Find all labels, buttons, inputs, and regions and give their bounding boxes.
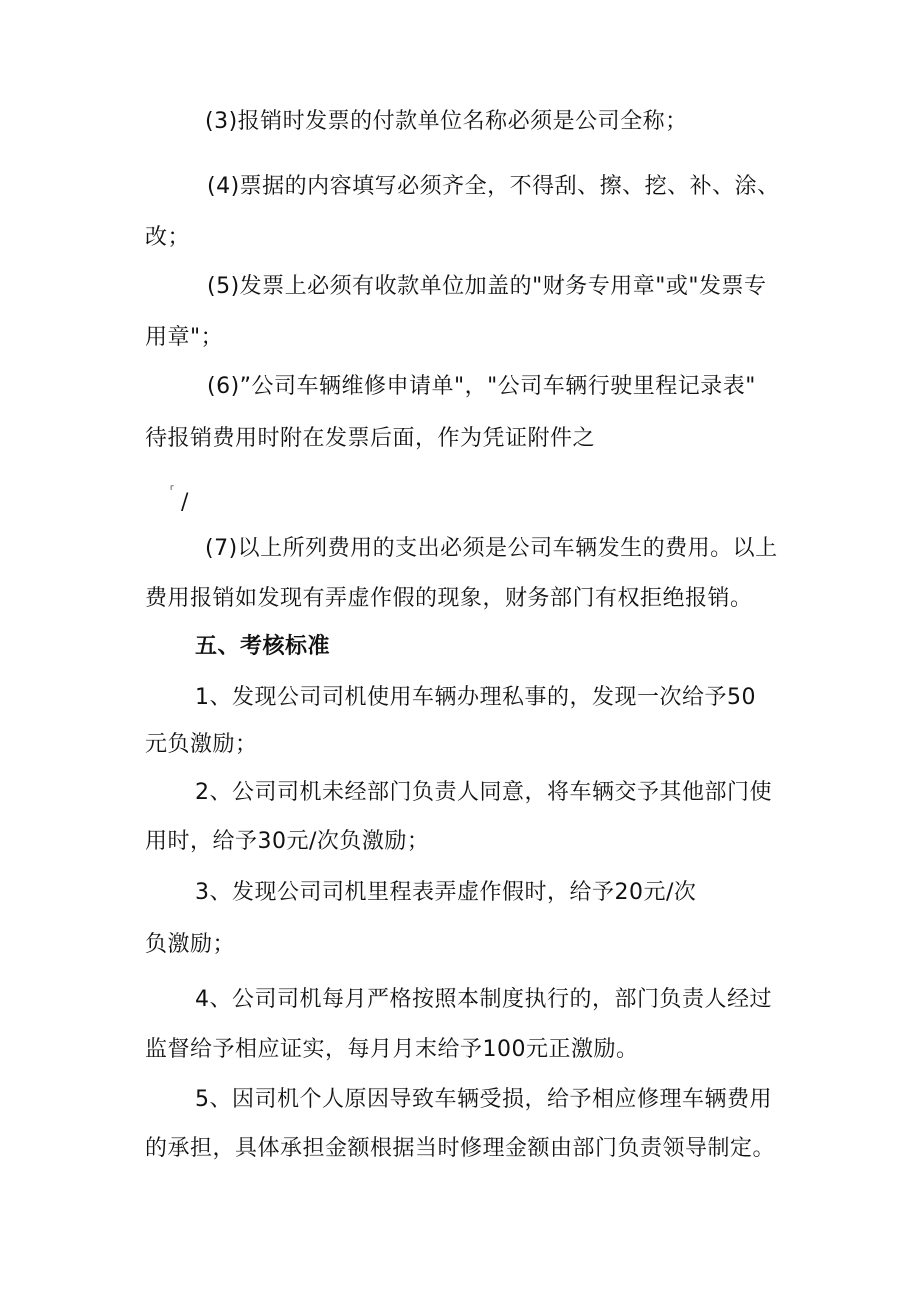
criteria-5-line-2: 的承担，具体承担金额根据当时修理金额由部门负责领导制定。 [145,1136,776,1161]
paragraph-item-5-line-2: 用章"； [145,325,224,350]
section-heading-assessment: 五、考核标准 [195,634,331,659]
criteria-1-line-1: 1、发现公司司机使用车辆办理私事的，发现一次给予50 [195,685,756,710]
paragraph-item-7-line-1: (7)以上所列费用的支出必须是公司车辆发生的费用。以上 [205,536,778,561]
criteria-2-line-2: 用时，给予30元/次负激励； [145,829,430,854]
criteria-2-line-1: 2、公司司机未经部门负责人同意，将车辆交予其他部门使 [195,780,772,805]
paragraph-item-4-line-2: 改； [145,225,191,250]
stray-small-mark: г [170,483,175,492]
paragraph-item-6-line-1: (6)”公司车辆维修申请单"，"公司车辆行驶里程记录表" [207,374,756,399]
criteria-1-line-2: 元负激励； [145,732,258,757]
paragraph-item-4-line-1: (4)票据的内容填写必须齐全，不得刮、擦、挖、补、涂、 [207,174,780,199]
criteria-5-line-1: 5、因司机个人原因导致车辆受损，给予相应修理车辆费用 [195,1087,772,1112]
paragraph-item-3: (3)报销时发票的付款单位名称必须是公司全称； [205,109,688,134]
criteria-4-line-1: 4、公司司机每月严格按照本制度执行的，部门负责人经过 [195,987,772,1012]
criteria-4-line-2: 监督给予相应证实，每月月末给予100元正激励。 [145,1037,639,1062]
stray-slash-mark: / [181,490,189,515]
paragraph-item-6-line-2: 待报销费用时附在发票后面，作为凭证附件之 [145,426,596,451]
paragraph-item-5-line-1: (5)发票上必须有收款单位加盖的"财务专用章"或"发票专 [207,274,767,299]
criteria-3-line-1: 3、发现公司司机里程表弄虚作假时，给予20元/次 [195,880,697,905]
paragraph-item-7-line-2: 费用报销如发现有弄虚作假的现象，财务部门有权拒绝报销。 [145,586,753,611]
criteria-3-line-2: 负激励； [145,932,236,957]
